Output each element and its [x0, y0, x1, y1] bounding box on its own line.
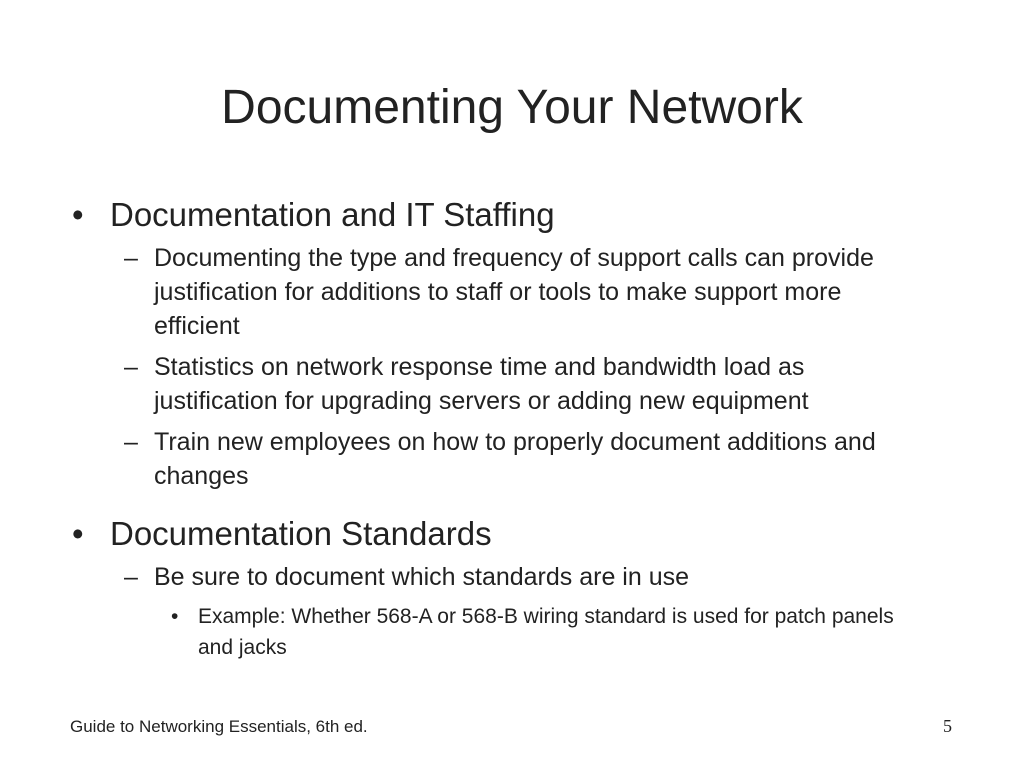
sub-bullet-list [110, 560, 950, 594]
sub-bullet-train-employees [110, 425, 934, 493]
sub-bullet-text: Statistics on network response time and bandwidth load as justification for upgrading servers or adding new equipment [154, 353, 809, 415]
bullet-text: Documentation and IT Staffing [110, 196, 555, 233]
bullet-text: Documentation Standards [110, 515, 492, 552]
bullet-documentation-and-it-staffing [70, 195, 950, 235]
sub-bullet-text: Be sure to document which standards are in use [154, 563, 690, 591]
sub-sub-bullet-text: Example: Whether 568-A or 568-B wiring standard is used for patch panels and jacks [198, 605, 894, 659]
sub-bullet-text: Documenting the type and frequency of support calls can provide justification for additions to staff or tools to make support more efficient [154, 244, 874, 340]
dash-marker: – [124, 428, 138, 456]
spacer [70, 500, 950, 514]
dash-marker: – [124, 563, 138, 591]
dash-marker: – [124, 244, 138, 272]
sub-bullet-support-calls [110, 241, 934, 343]
sub-bullet-statistics [110, 350, 934, 418]
bullet-documentation-standards [70, 514, 950, 554]
slide-body [70, 195, 950, 663]
bullet-marker: • [72, 196, 84, 233]
sub-bullet-text: Train new employees on how to properly document additions and changes [154, 428, 876, 490]
bullet-marker: • [72, 515, 84, 552]
bullet-marker: • [171, 605, 179, 628]
page-number: 5 [943, 716, 952, 736]
sub-bullet-document-standards [110, 560, 934, 594]
slide-title: Documenting Your Network [221, 81, 803, 134]
sub-sub-bullet-wiring-example [154, 601, 918, 663]
dash-marker: – [124, 353, 138, 381]
footer-text: Guide to Networking Essentials, 6th ed. [70, 717, 368, 736]
sub-bullet-list [110, 241, 950, 493]
sub-sub-bullet-list [154, 601, 950, 663]
